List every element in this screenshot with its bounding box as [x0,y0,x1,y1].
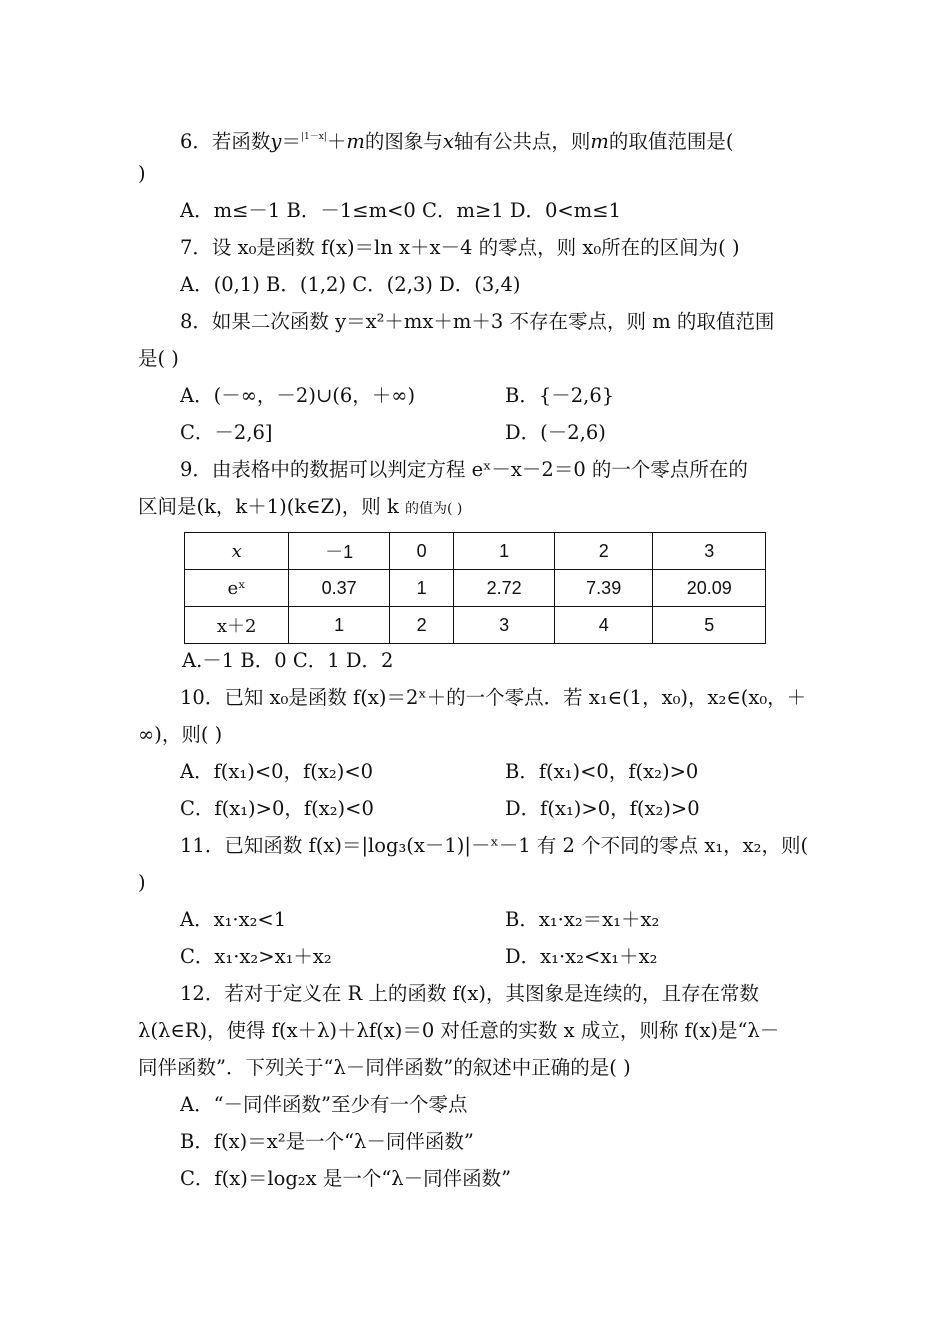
q10-stem-line2: ∞)，则( ) [138,723,223,746]
table-row-label-x-plus-2: x＋2 [185,607,289,644]
q8-stem-line1: 8．如果二次函数 y＝x²＋mx＋m＋3 不存在零点，则 m 的取值范围 [180,310,775,333]
table-cell: －1 [289,533,390,570]
q8-options-row1 [180,383,856,409]
q9-stem-line2: 区间是(k，k＋1)(k∈Z)，则 k 的值为( ) [138,495,463,518]
q10-option-d: D．f(x₁)>0，f(x₂)>0 [505,797,700,820]
table-cell: 3 [454,607,555,644]
q12-stem-line1: 12．若对于定义在 R 上的函数 f(x)，其图象是连续的，且存在常数 [180,982,760,1005]
table-cell: 0.37 [289,570,390,607]
table-cell: 2 [389,607,454,644]
q11-option-c: C．x₁·x₂>x₁＋x₂ [180,945,332,968]
q12-stem-line3: 同伴函数”．下列关于“λ－同伴函数”的叙述中正确的是( ) [138,1056,631,1079]
table-cell: 20.09 [653,570,766,607]
q8-stem-line2: 是( ) [138,347,179,370]
table-cell: 0 [389,533,454,570]
table-cell: 7.39 [554,570,653,607]
table-cell: 3 [653,533,766,570]
q6-options: A．m≤－1 B．－1≤m<0 C．m≥1 D．0<m≤1 [180,199,621,222]
q12-option-a: A．“－同伴函数”至少有一个零点 [180,1093,468,1116]
table-cell: 5 [653,607,766,644]
q11-option-a: A．x₁·x₂<1 [180,908,287,931]
table-row [185,533,766,570]
q10-options-row1 [180,759,856,785]
q10-stem-line1: 10．已知 x₀是函数 f(x)＝2ˣ＋的一个零点．若 x₁∈(1，x₀)，x₂∈(x₀，＋ [180,686,807,709]
q12-stem-line2: λ(λ∈R)，使得 f(x＋λ)＋λf(x)＝0 对任意的实数 x 成立，则称 f(x)是“λ－ [138,1019,780,1042]
q8-option-a: A．(－∞，－2)∪(6，＋∞) [180,384,416,407]
table-cell: 1 [389,570,454,607]
q11-options-row1 [180,907,856,933]
table-cell: 1 [454,533,555,570]
q9-data-table [184,532,766,644]
q11-option-d: D．x₁·x₂<x₁＋x₂ [505,945,658,968]
q7-options: A．(0,1) B．(1,2) C．(2,3) D．(3,4) [180,273,521,296]
table-cell: 2 [554,533,653,570]
q9-options: A.－1 B．0 C．1 D．2 [182,649,394,672]
q7-stem: 7．设 x₀是函数 f(x)＝ln x＋x－4 的零点，则 x₀所在的区间为( ) [180,236,740,259]
table-row-label-ex: eˣ [185,570,289,607]
q10-option-b: B．f(x₁)<0，f(x₂)>0 [505,760,699,783]
q10-option-c: C．f(x₁)>0，f(x₂)<0 [180,797,374,820]
table-row [185,607,766,644]
q10-options-row2 [180,796,856,822]
q10-option-a: A．f(x₁)<0，f(x₂)<0 [180,760,374,783]
q8-option-b: B．{－2,6} [505,384,615,407]
q8-option-c: C．－2,6] [180,421,273,444]
q8-options-row2 [180,420,856,446]
q11-stem-line2: ) [138,871,146,894]
q6-stem-close: ) [138,162,146,185]
q11-stem-line1: 11．已知函数 f(x)＝|log₃(x－1)|－ˣ－1 有 2 个不同的零点 x₁，x₂，则( [180,834,809,857]
table-row-label-x: x [185,533,289,570]
q11-options-row2 [180,944,856,970]
q12-option-c: C．f(x)＝log₂x 是一个“λ－同伴函数” [180,1167,512,1190]
table-cell: 4 [554,607,653,644]
q6-stem: 6．若函数y＝$^{|1-x|}$＋m的图象与x轴有公共点，则m的取值范围是( [180,130,734,153]
table-cell: 2.72 [454,570,555,607]
table-cell: 1 [289,607,390,644]
table-row [185,570,766,607]
q11-option-b: B．x₁·x₂＝x₁＋x₂ [505,908,660,931]
q12-option-b: B．f(x)＝x²是一个“λ－同伴函数” [180,1130,474,1153]
q9-stem-line1: 9．由表格中的数据可以判定方程 eˣ－x－2＝0 的一个零点所在的 [180,458,748,481]
q8-option-d: D．(－2,6) [505,421,606,444]
